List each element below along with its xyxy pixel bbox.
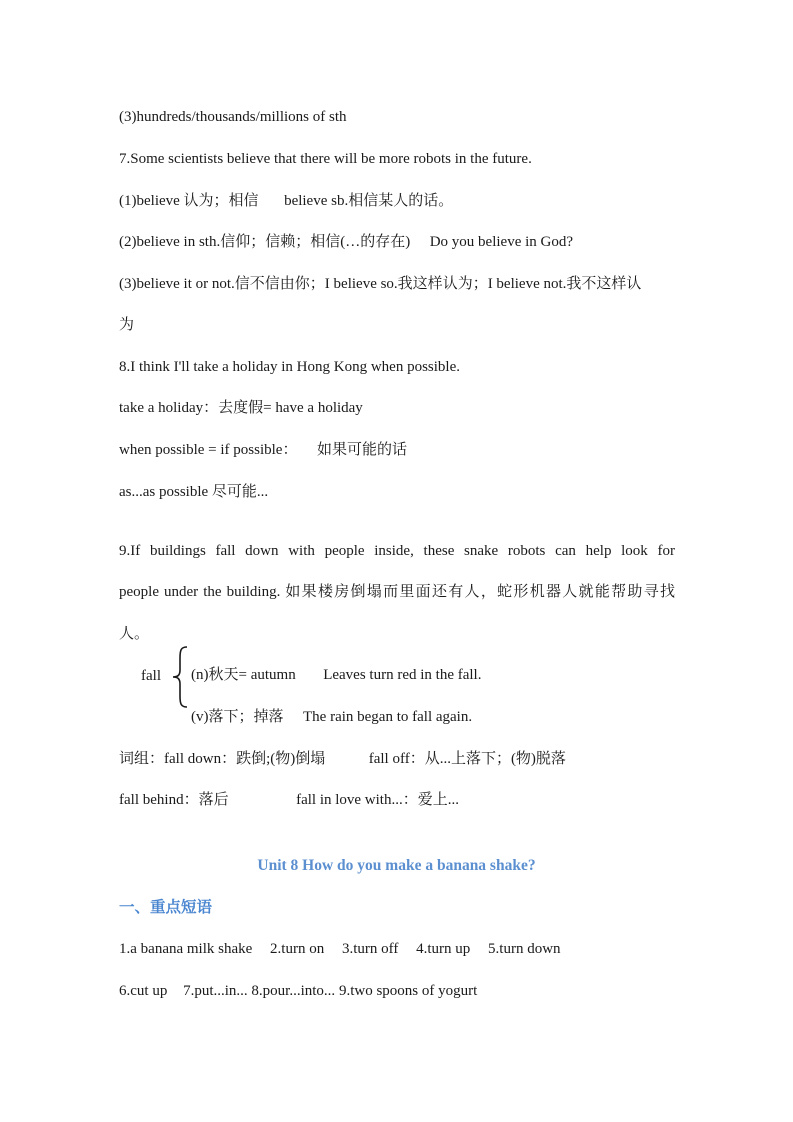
- phrase-item: 9.two spoons of yogurt: [338, 983, 478, 999]
- text-line: (3)believe it or not.信不信由你；I believe so.我这样认为；I believe not.我不这样认: [119, 276, 642, 292]
- text-line: as...as possible 尽可能...: [119, 484, 269, 500]
- phrase-group: [119, 790, 459, 810]
- believe-in: (2)believe in sth.信仰；信赖；相信(…的存在): [119, 234, 411, 250]
- noun-meaning: (n)秋天= autumn: [191, 667, 296, 683]
- meaning: 如果可能的话: [316, 442, 407, 458]
- section-heading: 一、重点短语: [119, 898, 213, 916]
- believe-meaning: (1)believe 认为；相信: [119, 193, 259, 209]
- fall-down: 词组：fall down：跌倒;(物)倒塌: [119, 751, 326, 767]
- text-line: [119, 191, 453, 211]
- sentence-7: 7.Some scientists believe that there will be more robots in the future.: [119, 151, 532, 167]
- verb-meaning: (v)落下；掉落: [191, 709, 284, 725]
- sentence-8: 8.I think I'll take a holiday in Hong Kong when possible.: [119, 359, 460, 375]
- fall-word: fall: [141, 668, 161, 684]
- phrase-group: [119, 749, 566, 769]
- believe-sb: believe sb.相信某人的话。: [284, 193, 454, 209]
- phrase-row: [119, 939, 561, 959]
- fall-verb: [191, 707, 472, 727]
- phrase-item: 6.cut up: [119, 983, 168, 999]
- text-line: [119, 232, 573, 252]
- phrase-item: 5.turn down: [488, 941, 561, 957]
- noun-example: Leaves turn red in the fall.: [323, 667, 482, 683]
- fall-behind: fall behind：落后: [119, 792, 229, 808]
- example: Do you believe in God?: [429, 234, 574, 250]
- phrase-item: 3.turn off: [341, 941, 399, 957]
- fall-in-love: fall in love with...：爱上...: [296, 792, 459, 808]
- phrase: when possible = if possible：: [119, 442, 298, 458]
- text-line: (3)hundreds/thousands/millions of sth: [119, 109, 347, 125]
- fall-noun: [191, 665, 481, 685]
- brace-icon: [171, 646, 189, 708]
- text-line: 为: [119, 317, 135, 333]
- phrase-item: 2.turn on: [270, 941, 325, 957]
- text-line: people under the building. 如果楼房倒塌而里面还有人，蛇形机器人就能帮助寻找: [119, 584, 675, 600]
- sentence-9: 9.If buildings fall down with people inside, these snake robots can help look for: [119, 543, 675, 559]
- verb-example: The rain began to fall again.: [303, 709, 473, 725]
- phrase-row: [119, 981, 477, 1001]
- unit-heading: Unit 8 How do you make a banana shake?: [257, 857, 536, 874]
- fall-off: fall off：从...上落下；(物)脱落: [368, 751, 566, 767]
- text-line: take a holiday：去度假= have a holiday: [119, 400, 363, 416]
- text-line: [119, 440, 407, 460]
- text-line: 人。: [119, 626, 150, 642]
- phrase-item: 1.a banana milk shake: [119, 941, 253, 957]
- phrase-item: 8.pour...into...: [251, 983, 336, 999]
- phrase-item: 4.turn up: [416, 941, 471, 957]
- phrase-item: 7.put...in...: [183, 983, 248, 999]
